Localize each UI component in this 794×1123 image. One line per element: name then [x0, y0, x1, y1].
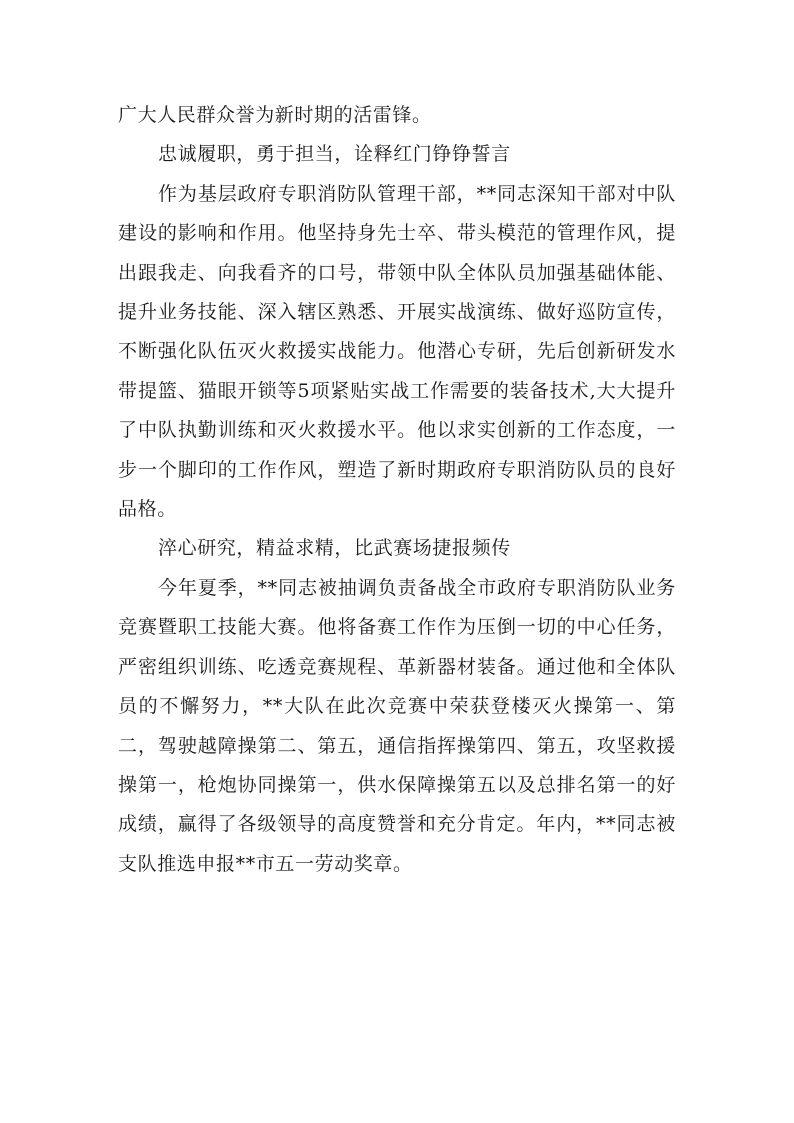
section-heading-loyalty: 忠诚履职，勇于担当，诠释红门铮铮誓言 [158, 143, 511, 166]
section-heading-competition: 淬心研究，精益求精，比武赛场捷报频传 [158, 537, 511, 560]
paragraph-competition: 今年夏季，**同志被抽调负责备战全市政府专职消防队业务竞赛暨职工技能大赛。他将备赛工作作为压倒一切的中心任务，严密组织训练、吃透竞赛规程、革新器材装备。通过他和全体队员的不懈努力，**大队在此次竞赛中荣获登楼灭火操第一、第二，驾驶越障操第二、第五，通信指挥操第四、第五，攻坚救援操第一，枪炮协同操第一，供水保障操第五以及总排名第一的好成绩，赢得了各级领导的高度赞誉和充分肯定。年内，**同志被支队推选申报**市五一劳动奖章。 [118, 576, 676, 875]
paragraph-continuation: 广大人民群众誉为新时期的活雷锋。 [118, 104, 432, 126]
paragraph-management: 作为基层政府专职消防队管理干部，**同志深知干部对中队建设的影响和作用。他坚持身先士卒、带头模范的管理作风，提出跟我走、向我看齐的口号，带领中队全体队员加强基础体能、提升业务技能、深入辖区熟悉、开展实战演练、做好巡防宣传，不断强化队伍灭火救援实战能力。他潜心专研，先后创新研发水带提篮、猫眼开锁等5项紧贴实战工作需要的装备技术,大大提升了中队执勤训练和灭火救援水平。他以求实创新的工作态度，一步一个脚印的工作作风，塑造了新时期政府专职消防队员的良好品格。 [118, 182, 676, 521]
document-body [118, 96, 676, 884]
